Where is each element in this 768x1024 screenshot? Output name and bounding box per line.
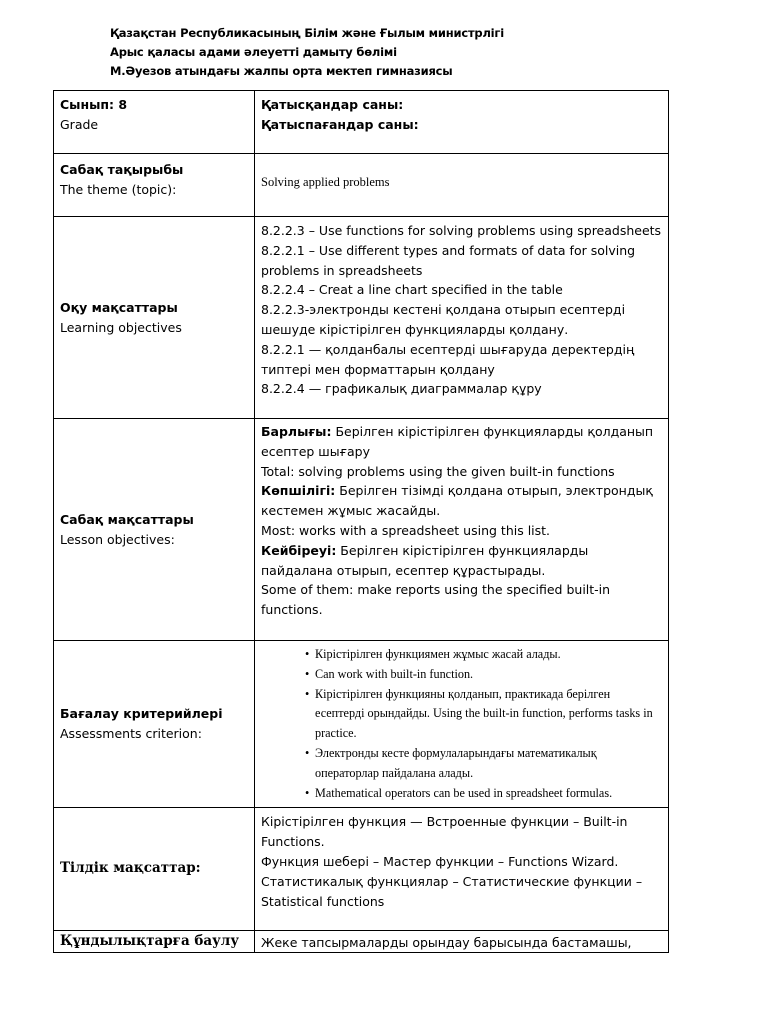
learning-objective-item: 8.2.2.4 – Creat a line chart specified in the table [261,282,563,298]
absent-count-label: Қатыспағандар саны: [261,116,419,132]
theme-value: Solving applied problems [255,154,669,217]
grade-label-cell [54,91,255,154]
objective-some-en: Some of them: make reports using the specified built-in functions. [261,582,611,618]
language-objectives-cell [255,808,669,931]
assessment-label-kk: Бағалау критерийлері [60,706,223,722]
header-department: Арыс қаласы адами әлеуетті дамыту бөлімі [110,45,397,59]
table-row-values [54,931,669,953]
list-item [307,645,662,665]
objective-most-kk: Берілген тізімді қолдана отырып, электрондық кестемен жұмыс жасайды. [261,483,653,519]
theme-label-cell [54,154,255,217]
grade-label-en: Grade [60,116,99,132]
table-row-lesson-objectives [54,419,669,641]
table-row-grade [54,91,669,154]
learning-objective-item: 8.2.2.3-электронды кестені қолдана отырып есептерді шешуде кірістірілген функцияларды қолдану. [261,302,626,337]
bullet-icon: • [305,785,310,800]
language-label: Тілдік мақсаттар: [60,860,201,877]
objective-most-label: Көпшілігі: [261,483,336,499]
objective-some [261,541,662,581]
language-line: Статистикалық функциялар – Статистические функции – Statistical functions [261,873,643,909]
learning-label-en: Learning objectives [60,319,182,335]
lesson-plan-table [53,90,669,953]
language-line: Функция шебері – Мастер функции – Functions Wizard. [261,853,619,869]
bullet-icon: • [305,666,310,681]
bullet-icon: • [305,647,310,661]
grade-label-kk: Сынып: 8 [60,97,128,112]
theme-label-en: The theme (topic): [60,181,177,197]
present-count-label: Қатысқандар саны: [261,97,404,112]
criterion-text: Кірістірілген функциямен жұмыс жасай алады. [315,647,561,661]
objective-most [261,481,662,521]
learning-objective-item: 8.2.2.1 – Use different types and formats of data for solving problems in spreadsheets [261,242,636,278]
learning-label-kk: Оқу мақсаттары [60,299,178,315]
criterion-text: Электронды кесте формулаларындағы математикалық операторлар пайдалана алады. [315,745,597,780]
language-label-cell [54,808,255,931]
attendance-cell [255,91,669,154]
bullet-icon: • [305,745,310,760]
values-cell [255,931,669,953]
learning-objective-item: 8.2.2.3 – Use functions for solving problems using spreadsheets [261,223,662,238]
table-row-learning-objectives [54,217,669,419]
lesson-label-cell [54,419,255,641]
assessment-label-cell [54,641,255,808]
values-label: Құндылықтарға баулу [60,933,239,950]
lesson-objectives-cell [255,419,669,641]
header-ministry: Қазақстан Республикасының Білім және Ғылым министрлігі [110,26,504,40]
criterion-text: Кірістірілген функцияны қолданып, практикада берілген есептерді орындайды. Using the built-in function, performs tasks in practice. [315,686,653,741]
objective-most-en: Most: works with a spreadsheet using this list. [261,522,551,538]
document-header [110,24,504,81]
objective-some-kk: Берілген кірістірілген функцияларды пайдалана отырып, есептер құрастырады. [261,542,589,578]
objective-all [261,422,662,462]
header-school: М.Әуезов атындағы жалпы орта мектеп гимназиясы [110,64,453,78]
assessment-list [261,645,662,803]
table-row-assessment [54,641,669,808]
assessment-criteria-cell [255,641,669,808]
objective-some-label: Кейбіреуі: [261,542,337,558]
language-line: Кірістірілген функция — Встроенные функции – Built-in Functions. [261,814,628,850]
learning-objective-item: 8.2.2.1 — қолданбалы есептерді шығаруда деректердің типтері мен форматтарын қолдану [261,341,635,377]
objective-all-kk: Берілген кірістірілген функцияларды қолданып есептер шығару [261,424,654,459]
values-text: Жеке тапсырмаларды орындау барысында бастамашы, [261,935,632,951]
criterion-text: Can work with built-in function. [315,666,474,681]
list-item [307,784,662,804]
lesson-label-en: Lesson objectives: [60,531,175,547]
criterion-text: Mathematical operators can be used in spreadsheet formulas. [315,785,613,800]
bullet-icon: • [305,686,310,701]
lesson-label-kk: Сабақ мақсаттары [60,511,194,527]
assessment-label-en: Assessments criterion: [60,726,202,742]
learning-objective-item: 8.2.2.4 — графикалық диаграммалар құру [261,381,542,397]
theme-label-kk: Сабақ тақырыбы [60,162,184,177]
table-row-theme [54,154,669,217]
list-item [307,665,662,685]
objective-all-en: Total: solving problems using the given built-in functions [261,463,615,479]
values-label-cell [54,931,255,953]
list-item [307,685,662,744]
list-item [307,744,662,784]
table-row-language [54,808,669,931]
learning-label-cell [54,217,255,419]
learning-objectives-cell [255,217,669,419]
objective-all-label: Барлығы: [261,424,332,439]
